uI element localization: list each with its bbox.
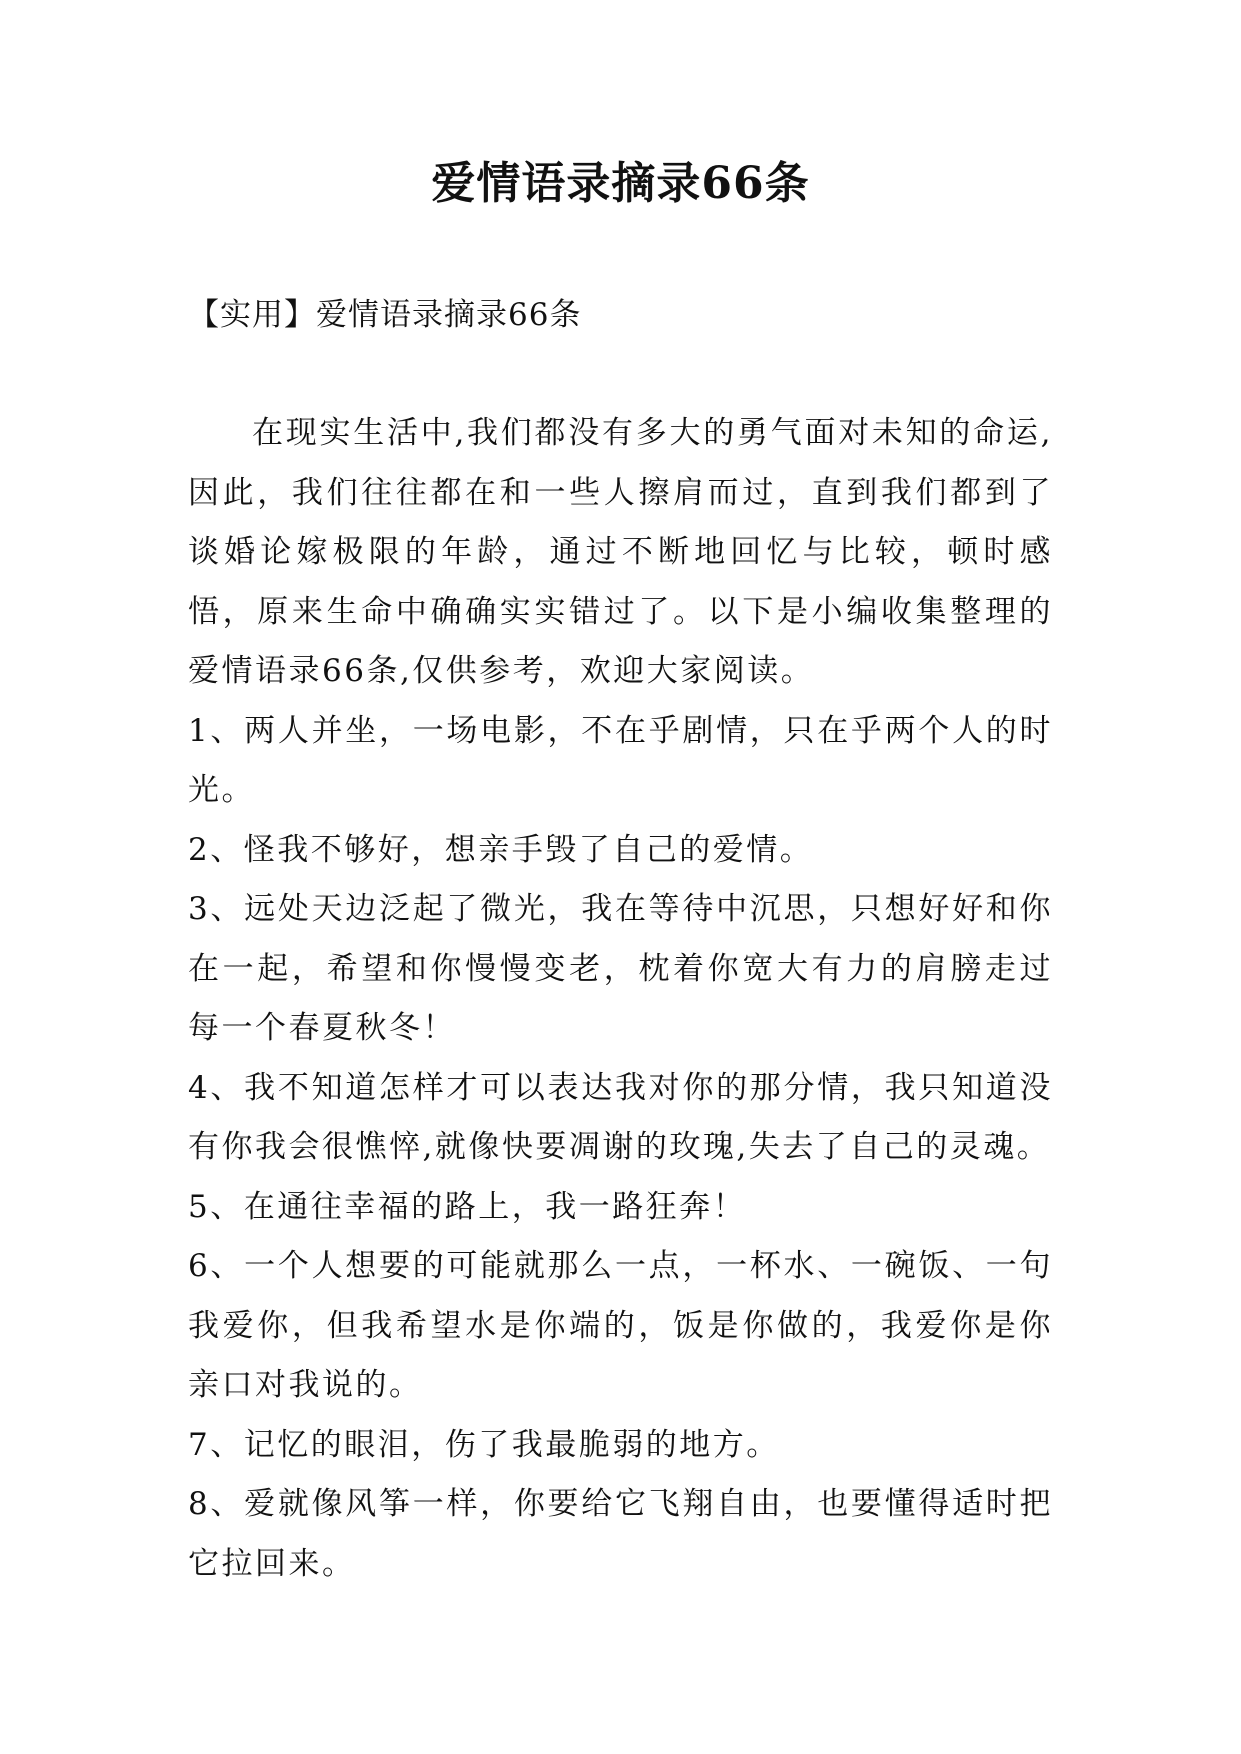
- document-title: 爱情语录摘录66条: [431, 158, 810, 209]
- list-item: 5、在通往幸福的路上，我一路狂奔！: [188, 1188, 747, 1225]
- list-item: 7、记忆的眼泪，伤了我最脆弱的地方。: [188, 1426, 780, 1463]
- intro-paragraph: 在现实生活中,我们都没有多大的勇气面对未知的命运,因此，我们往往都在和一些人擦肩而过，直到我们都到了谈婚论嫁极限的年龄，通过不断地回忆与比较，顿时感悟，原来生命中确确实实错过了。以下是小编收集整理的爱情语录66条,仅供参考，欢迎大家阅读。: [188, 415, 1053, 689]
- list-item: 4、我不知道怎样才可以表达我对你的那分情，我只知道没有你我会很憔悴,就像快要凋谢的玫瑰,失去了自己的灵魂。: [188, 1069, 1053, 1165]
- list-item: 6、一个人想要的可能就那么一点，一杯水、一碗饭、一句我爱你，但我希望水是你端的，饭是你做的，我爱你是你亲口对我说的。: [188, 1248, 1053, 1403]
- list-item: 3、远处天边泛起了微光，我在等待中沉思，只想好好和你在一起，希望和你慢慢变老，枕着你宽大有力的肩膀走过每一个春夏秋冬！: [188, 891, 1053, 1046]
- list-item: 1、两人并坐，一场电影，不在乎剧情，只在乎两个人的时光。: [188, 712, 1053, 808]
- document-subtitle: 【实用】爱情语录摘录66条: [188, 297, 582, 333]
- list-item: 2、怪我不够好，想亲手毁了自己的爱情。: [188, 831, 814, 868]
- document-body: [188, 404, 1053, 1594]
- list-item: 8、爱就像风筝一样，你要给它飞翔自由，也要懂得适时把它拉回来。: [188, 1486, 1053, 1582]
